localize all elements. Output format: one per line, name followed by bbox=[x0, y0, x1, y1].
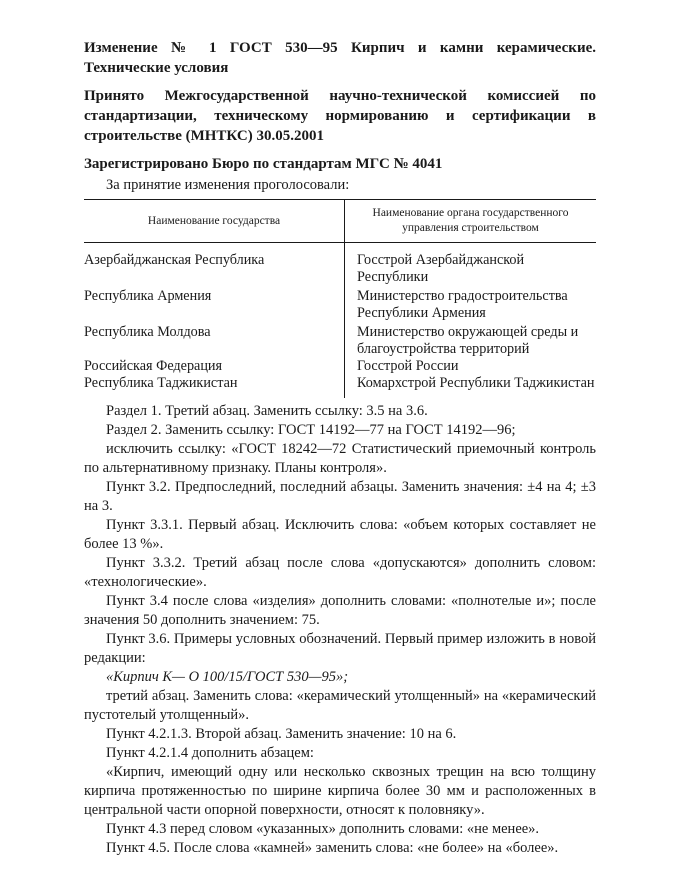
adoption-statement: Принято Межгосударственной научно-технической комиссией по стандартизации, техническому нормированию и сертификации в строительстве (МНТКС) 30.05.2001 bbox=[84, 88, 596, 144]
voting-table bbox=[84, 199, 596, 398]
table-cell-authority: Министерство окружающей среды и благоустройства территорий bbox=[357, 324, 579, 357]
table-header-row bbox=[84, 200, 596, 243]
amendment-paragraph: Пункт 4.2.1.3. Второй абзац. Заменить значение: 10 на 6. bbox=[106, 726, 457, 742]
table-row bbox=[84, 322, 596, 358]
table-cell-state: Республика Молдова bbox=[84, 322, 345, 358]
amendment-paragraph: Пункт 4.2.1.4 дополнить абзацем: bbox=[106, 745, 314, 761]
table-row bbox=[84, 243, 596, 287]
amendment-paragraph: Пункт 3.2. Предпоследний, последний абзацы. Заменить значения: ±4 на 4; ±3 на 3. bbox=[84, 479, 596, 514]
amendment-paragraph: Пункт 3.3.1. Первый абзац. Исключить слова: «объем которых составляет не более 13 %». bbox=[84, 517, 596, 552]
amendment-paragraph: Пункт 3.4 после слова «изделия» дополнить словами: «полнотелые и»; после значения 50 дополнить значением: 75. bbox=[84, 593, 596, 628]
table-cell-state: Республика Таджикистан bbox=[84, 375, 345, 398]
table-cell-authority: Госстрой Азербайджанской Республики bbox=[357, 252, 525, 285]
amendment-paragraph: третий абзац. Заменить слова: «керамический утолщенный» на «керамический пустотелый утолщенный». bbox=[84, 688, 596, 723]
table-row bbox=[84, 358, 596, 375]
amendment-paragraph: «Кирпич, имеющий одну или несколько сквозных трещин на всю толщину кирпича протяженностью по ширине кирпича более 30 мм и расположенных в центральной части опорной поверхности, относят к половняку». bbox=[84, 764, 596, 818]
table-row bbox=[84, 286, 596, 322]
voting-intro: За принятие изменения проголосовали: bbox=[106, 177, 350, 193]
table-cell-authority: Министерство градостроительства Республики Армения bbox=[357, 288, 568, 321]
amendment-text bbox=[84, 402, 596, 858]
column-header-state: Наименование государства bbox=[84, 200, 345, 243]
amendment-paragraph: Пункт 3.3.2. Третий абзац после слова «допускаются» дополнить словом: «технологические». bbox=[84, 555, 596, 590]
column-header-authority: Наименование органа государственного управления строительством bbox=[345, 200, 597, 243]
amendment-paragraph: Пункт 3.6. Примеры условных обозначений. Первый пример изложить в новой редакции: bbox=[84, 631, 596, 666]
designation-example: «Кирпич К— О 100/15/ГОСТ 530—95»; bbox=[106, 669, 349, 685]
document-page bbox=[84, 38, 596, 858]
amendment-paragraph: Пункт 4.3 перед словом «указанных» дополнить словами: «не менее». bbox=[106, 821, 540, 837]
table-row bbox=[84, 375, 596, 398]
table-cell-state: Азербайджанская Республика bbox=[84, 243, 345, 287]
amendment-paragraph: Пункт 4.5. После слова «камней» заменить слова: «не более» на «более». bbox=[106, 840, 559, 856]
document-title: Изменение № 1 ГОСТ 530—95 Кирпич и камни керамические. Технические условия bbox=[84, 40, 596, 76]
amendment-paragraph: исключить ссылку: «ГОСТ 18242—72 Статистический приемочный контроль по альтернативному признаку. Планы контроля». bbox=[84, 441, 596, 476]
table-cell-state: Российская Федерация bbox=[84, 358, 345, 375]
table-cell-state: Республика Армения bbox=[84, 286, 345, 322]
registration-statement: Зарегистрировано Бюро по стандартам МГС № 4041 bbox=[84, 156, 443, 172]
table-cell-authority: Комархстрой Республики Таджикистан bbox=[357, 375, 595, 391]
amendment-paragraph: Раздел 2. Заменить ссылку: ГОСТ 14192—77 на ГОСТ 14192—96; bbox=[106, 422, 516, 438]
table-cell-authority: Госстрой России bbox=[357, 358, 459, 374]
amendment-paragraph: Раздел 1. Третий абзац. Заменить ссылку: 3.5 на 3.6. bbox=[106, 403, 428, 419]
